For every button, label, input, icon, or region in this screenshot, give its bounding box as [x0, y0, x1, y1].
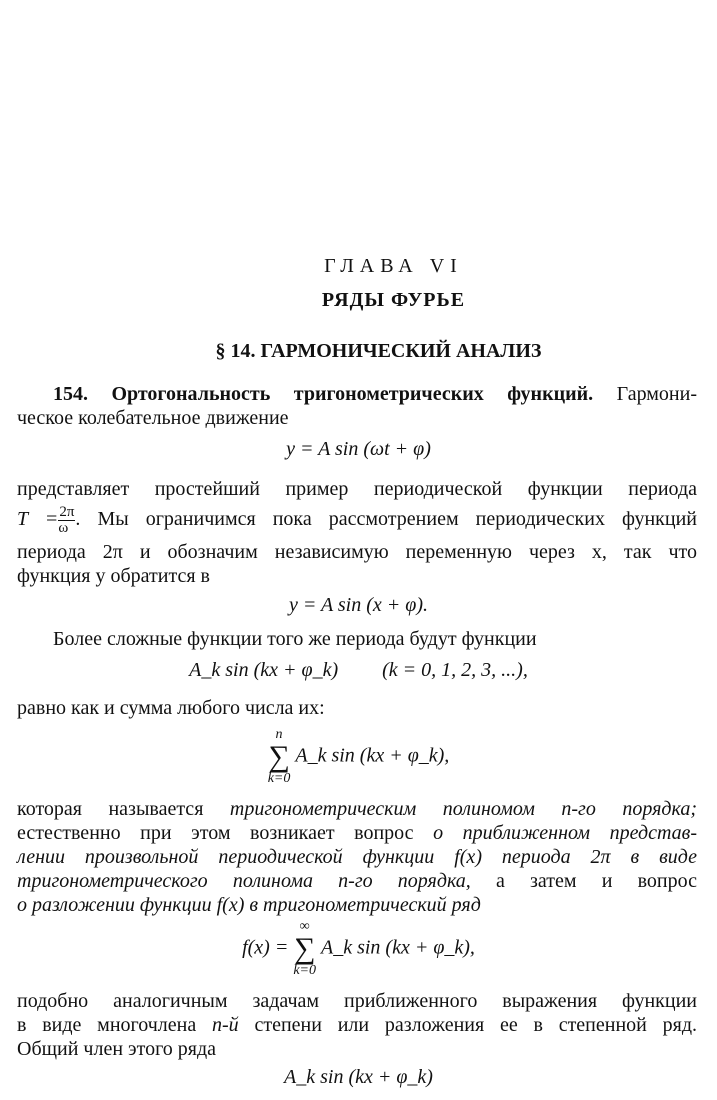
- function-symbol: f(x): [454, 846, 482, 868]
- fraction-numerator: 2π: [59, 504, 75, 520]
- italic-term: n-й: [212, 1014, 239, 1036]
- fraction-denominator: ω: [58, 520, 69, 536]
- series-left-side: f(x) =: [242, 936, 289, 959]
- italic-term: периода 2π в виде: [501, 846, 698, 868]
- paragraph-line-11: [17, 845, 697, 869]
- chapter-label: ГЛАВА VI: [324, 255, 463, 277]
- section-title: § 14. ГАРМОНИЧЕСКИЙ АНАЛИЗ: [215, 340, 542, 362]
- sigma-icon: ∑: [268, 740, 290, 773]
- summation-body: A_k sin (kx + φ_k),: [295, 744, 450, 767]
- formula-fourier-series: [0, 920, 717, 978]
- text-fragment: в виде многочлена: [17, 1014, 197, 1036]
- summation-upper-limit: n: [275, 727, 283, 742]
- paragraph-line-3: представляет простейший пример периодической функции периода: [17, 478, 697, 500]
- paragraph-line-9: [17, 797, 697, 821]
- text-fragment: Гармони-: [616, 383, 698, 405]
- italic-term: n-го: [561, 798, 596, 820]
- paragraph-line-8: равно как и сумма любого числа их:: [17, 697, 325, 719]
- formula-sine-period: y = A sin (x + φ).: [289, 594, 428, 616]
- italic-term: тригонометрического полинома: [17, 870, 313, 892]
- paragraph-line-2: ческое колебательное движение: [17, 407, 289, 429]
- paragraph-line-15: [17, 1013, 697, 1037]
- paragraph-line-16: Общий член этого ряда: [17, 1038, 217, 1060]
- italic-term: порядка,: [397, 870, 471, 892]
- chapter-title: РЯДЫ ФУРЬЕ: [321, 289, 466, 311]
- paragraph-line-10: [17, 821, 697, 845]
- sigma-icon: ∑: [293, 932, 316, 965]
- summation-lower-limit: k=0: [267, 771, 291, 786]
- paragraph-line-1: [17, 382, 697, 406]
- text-fragment: Более сложные функции того же периода будут функции: [53, 628, 537, 650]
- text-fragment: степени или разложения ее в степенной ряд.: [254, 1014, 698, 1036]
- paragraph-line-5: периода 2π и обозначим независимую переменную через x, так что: [17, 541, 697, 563]
- summation-sign: [268, 728, 291, 786]
- summation-sign: [293, 920, 316, 978]
- italic-term: о приближенном представ-: [433, 822, 697, 844]
- italic-term: о разложении функции: [17, 894, 212, 916]
- italic-term: лении произвольной периодической функции: [17, 846, 435, 868]
- paragraph-line-13: [17, 893, 697, 917]
- italic-term: n-го: [338, 870, 373, 892]
- formula-harmonic-motion: y = A sin (ωt + φ): [286, 438, 431, 460]
- italic-term: порядка;: [622, 798, 697, 820]
- formula-harmonics-main: A_k sin (kx + φ_k): [189, 659, 339, 681]
- formula-general-term: A_k sin (kx + φ_k): [284, 1066, 433, 1088]
- formula-trig-polynomial: [0, 728, 717, 786]
- text-fragment: . Мы ограничимся пока рассмотрением периодических функций: [75, 508, 697, 531]
- period-symbol: T =: [17, 508, 59, 531]
- text-fragment: а затем и вопрос: [495, 870, 697, 892]
- formula-harmonics-range: (k = 0, 1, 2, 3, ...),: [382, 659, 528, 681]
- summation-upper-limit: ∞: [299, 919, 310, 934]
- italic-term: тригонометрическим полиномом: [229, 798, 535, 820]
- period-fraction: [58, 505, 75, 536]
- text-fragment: естественно при этом возникает вопрос: [17, 822, 414, 844]
- summation-body: A_k sin (kx + φ_k),: [320, 936, 475, 959]
- paragraph-heading: 154. Ортогональность тригонометрических функций.: [53, 383, 594, 405]
- paragraph-line-6: функция y обратится в: [17, 565, 210, 587]
- summation-lower-limit: k=0: [293, 963, 316, 978]
- paragraph-line-7: [17, 627, 697, 651]
- paragraph-line-12: [17, 869, 697, 893]
- paragraph-line-14: подобно аналогичным задачам приближенного выражения функции: [17, 990, 697, 1012]
- italic-term: в тригонометрический ряд: [249, 894, 481, 916]
- function-symbol: f(x): [216, 894, 245, 916]
- paragraph-line-4: [17, 505, 697, 536]
- formula-harmonics: [0, 657, 717, 683]
- text-fragment: которая называется: [17, 798, 204, 820]
